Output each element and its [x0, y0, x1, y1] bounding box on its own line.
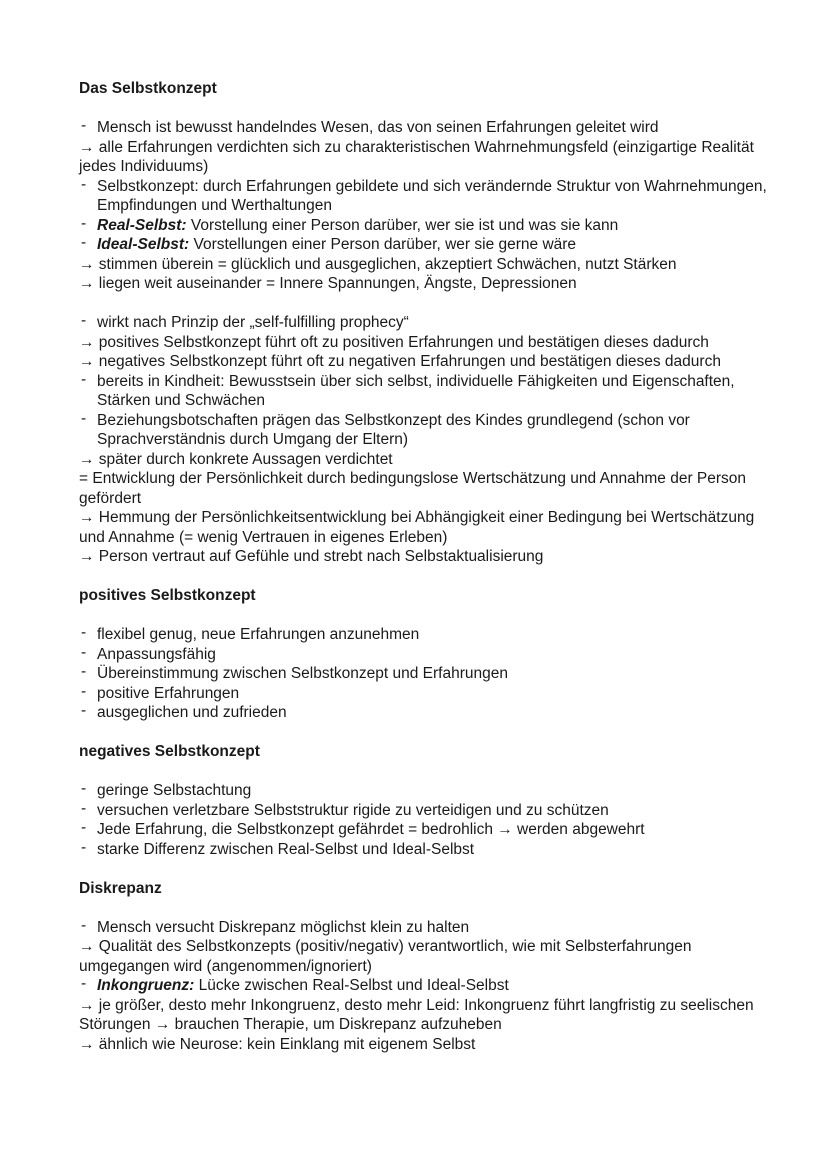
- list-item: [79, 840, 769, 860]
- list-item-text: ausgeglichen und zufrieden: [97, 704, 287, 721]
- list-item: [79, 781, 769, 801]
- list-item-text: bereits in Kindheit: Bewusstsein über sich selbst, individuelle Fähigkeiten und Eigenschaften, Stärken und Schwächen: [97, 372, 735, 409]
- bullet-dash: -: [81, 682, 87, 700]
- term-ideal-selbst: Ideal-Selbst:: [97, 236, 190, 253]
- list-item-text: flexibel genug, neue Erfahrungen anzunehmen: [97, 626, 420, 643]
- list-item: [79, 411, 769, 450]
- list-item-text: starke Differenz zwischen Real-Selbst und Ideal-Selbst: [97, 840, 475, 858]
- bullet-dash: -: [81, 234, 87, 251]
- arrow-line: → stimmen überein = glücklich und ausgeglichen, akzeptiert Schwächen, nutzt Stärken: [79, 255, 677, 273]
- list-item-text: Anpassungsfähig: [97, 645, 216, 663]
- bullet-dash: -: [81, 975, 87, 992]
- bullet-dash: -: [81, 370, 87, 388]
- list-item-text: Vorstellung einer Person darüber, wer sie ist und was sie kann: [186, 216, 619, 234]
- term-inkongruenz: Inkongruenz:: [97, 977, 195, 994]
- bullet-dash: -: [81, 663, 87, 680]
- list-item-text: Selbstkonzept: durch Erfahrungen gebildete und sich verändernde Struktur von Wahrnehmungen, Empfindungen und Werthaltungen: [97, 177, 767, 214]
- arrow-line: → positives Selbstkonzept führt oft zu positiven Erfahrungen und bestätigen dieses dadurch: [79, 333, 709, 351]
- list-item: [79, 645, 769, 665]
- bullet-dash: -: [81, 799, 87, 817]
- page-title: Das Selbstkonzept: [79, 80, 217, 97]
- list-item: [79, 976, 769, 996]
- section-heading-positive: positives Selbstkonzept: [79, 587, 256, 604]
- list-item-text: Übereinstimmung zwischen Selbstkonzept und Erfahrungen: [97, 665, 508, 682]
- bullet-dash: -: [81, 409, 87, 427]
- list-item: [79, 918, 769, 938]
- arrow-line: → Hemmung der Persönlichkeitsentwicklung bei Abhängigkeit einer Bedingung bei Wertschätzung und Annahme (= wenig Vertrauen in eigenes Erleben): [79, 509, 755, 546]
- term-real-selbst: Real-Selbst:: [97, 216, 187, 234]
- bullet-dash: -: [81, 624, 87, 641]
- list-item-text: Lücke zwischen Real-Selbst und Ideal-Selbst: [194, 977, 509, 994]
- list-item-text: wirkt nach Prinzip der „self-fulfilling prophecy“: [97, 314, 409, 331]
- list-item: [79, 372, 769, 411]
- list-item: [79, 118, 769, 138]
- list-item-text: Vorstellungen einer Person darüber, wer sie gerne wäre: [189, 236, 577, 253]
- bullet-dash: -: [81, 916, 87, 934]
- list-item-text: Jede Erfahrung, die Selbstkonzept gefährdet = bedrohlich → werden abgewehrt: [97, 821, 645, 838]
- arrow-line: → ähnlich wie Neurose: kein Einklang mit eigenem Selbst: [79, 1035, 476, 1053]
- list-item: [79, 820, 769, 840]
- bullet-dash: -: [81, 702, 87, 719]
- bullet-dash: -: [81, 819, 87, 836]
- arrow-line: → später durch konkrete Aussagen verdichtet: [79, 450, 393, 468]
- list-item: [79, 801, 769, 821]
- list-item-text: Mensch versucht Diskrepanz möglichst klein zu halten: [97, 918, 470, 936]
- list-item-text: Mensch ist bewusst handelndes Wesen, das von seinen Erfahrungen geleitet wird: [97, 119, 659, 136]
- list-item: [79, 664, 769, 684]
- section-heading-diskrepanz: Diskrepanz: [79, 879, 162, 897]
- bullet-dash: -: [81, 175, 87, 193]
- bullet-dash: -: [81, 780, 87, 797]
- arrow-line: → Person vertraut auf Gefühle und strebt nach Selbstaktualisierung: [79, 548, 544, 565]
- equals-line: = Entwicklung der Persönlichkeit durch bedingungslose Wertschätzung und Annahme der Person gefördert: [79, 470, 747, 507]
- list-item: [79, 235, 769, 255]
- positive-list: [79, 625, 769, 723]
- arrow-line: → negatives Selbstkonzept führt oft zu negativen Erfahrungen und bestätigen dieses dadurch: [79, 353, 721, 370]
- arrow-line: → alle Erfahrungen verdichten sich zu charakteristischen Wahrnehmungsfeld (einzigartige Realität jedes Individuums): [79, 138, 754, 175]
- list-item: [79, 216, 769, 236]
- list-item: [79, 684, 769, 704]
- document-page: [79, 79, 769, 1054]
- arrow-line: → liegen weit auseinander = Innere Spannungen, Ängste, Depressionen: [79, 275, 577, 292]
- list-item: [79, 703, 769, 723]
- list-item-text: Beziehungsbotschaften prägen das Selbstkonzept des Kindes grundlegend (schon vor Sprachverständnis durch Umgang der Eltern): [97, 411, 690, 448]
- list-item-text: positive Erfahrungen: [97, 684, 240, 702]
- negative-list: [79, 781, 769, 859]
- list-item-text: versuchen verletzbare Selbststruktur rigide zu verteidigen und zu schützen: [97, 801, 609, 819]
- list-item: [79, 177, 769, 216]
- bullet-dash: -: [81, 643, 87, 661]
- bullet-dash: -: [81, 838, 87, 856]
- bullet-dash: -: [81, 117, 87, 134]
- bullet-dash: -: [81, 214, 87, 232]
- arrow-line: → je größer, desto mehr Inkongruenz, desto mehr Leid: Inkongruenz führt langfristig zu seelischen Störungen → brauchen Therapie, um Diskrepanz aufzuheben: [79, 996, 754, 1033]
- arrow-line: → Qualität des Selbstkonzepts (positiv/negativ) verantwortlich, wie mit Selbsterfahrungen umgegangen wird (angenommen/ignoriert): [79, 938, 692, 975]
- list-item: [79, 625, 769, 645]
- list-item-text: geringe Selbstachtung: [97, 782, 252, 799]
- list-item: [79, 313, 769, 333]
- bullet-dash: -: [81, 312, 87, 329]
- section-heading-negative: negatives Selbstkonzept: [79, 743, 260, 760]
